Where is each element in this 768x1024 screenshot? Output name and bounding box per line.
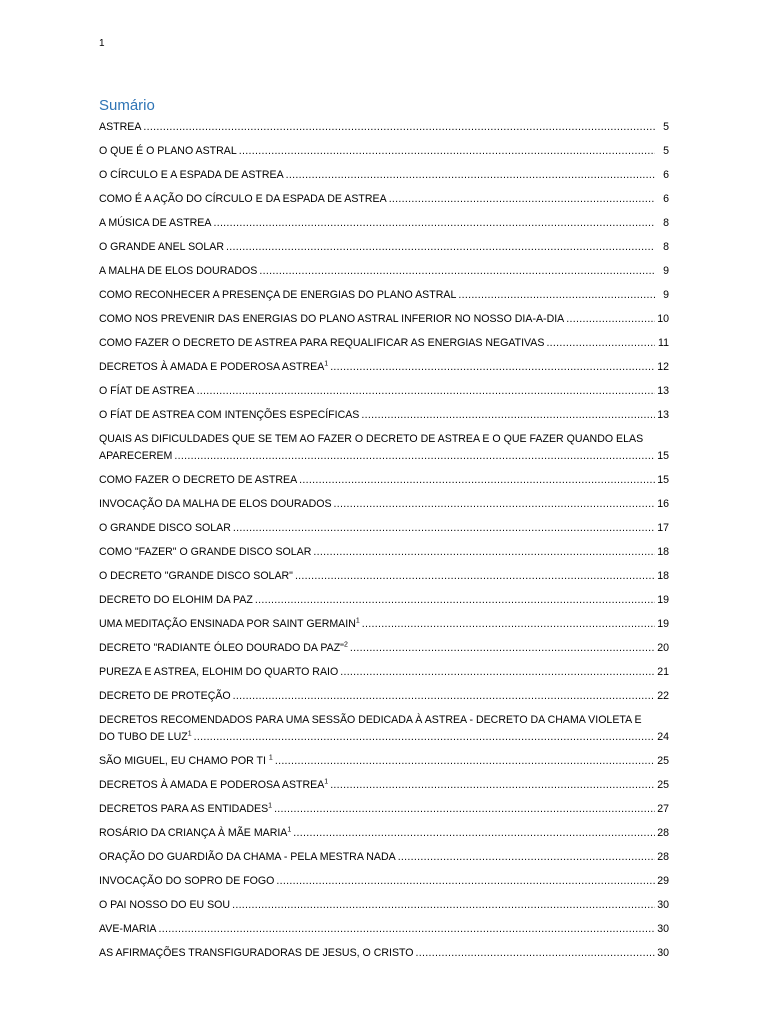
toc-entry[interactable] (99, 119, 669, 136)
toc-entry-title (99, 167, 284, 184)
toc-entry-title-text: O CÍRCULO E A ESPADA DE ASTREA (99, 169, 284, 181)
toc-entry-title (99, 921, 157, 938)
footnote-marker: 1 (324, 360, 329, 368)
toc-entry[interactable] (99, 616, 669, 633)
toc-entry-title (99, 335, 544, 352)
toc-entry-title (99, 753, 273, 770)
toc-entry-title-text: A MALHA DE ELOS DOURADOS (99, 265, 258, 277)
dot-leader (143, 119, 655, 136)
toc-entry-title (99, 729, 192, 746)
dot-leader (213, 215, 655, 232)
toc-entry-title-text: APARECEREM (99, 450, 173, 462)
toc-entry-title-text: SÃO MIGUEL, EU CHAMO POR TI (99, 755, 269, 767)
toc-entry-page-number: 19 (657, 618, 669, 630)
toc-entry-page-number: 30 (657, 899, 669, 911)
toc-entry-title-text: DECRETOS PARA AS ENTIDADES (99, 803, 269, 815)
dot-leader (361, 407, 655, 424)
toc-entry[interactable] (99, 712, 669, 746)
toc-entry-title (99, 592, 253, 609)
toc-entry-page-number: 13 (657, 385, 669, 397)
toc-entry-title-text: COMO FAZER O DECRETO DE ASTREA (99, 474, 298, 486)
toc-entry[interactable] (99, 801, 669, 818)
toc-entry[interactable] (99, 191, 669, 208)
toc-entry[interactable] (99, 520, 669, 537)
toc-entry[interactable] (99, 335, 669, 352)
toc-entry[interactable] (99, 407, 669, 424)
toc-entry-title (99, 119, 141, 136)
toc-entry-title (99, 777, 328, 794)
dot-leader (295, 568, 655, 585)
dot-leader (197, 383, 655, 400)
toc-entry-page-number: 27 (657, 803, 669, 815)
toc-entry-title (99, 825, 291, 842)
toc-entry-title (99, 407, 359, 424)
dot-leader (286, 167, 655, 184)
toc-entry-title (99, 945, 414, 962)
toc-entry[interactable] (99, 263, 669, 280)
toc-entry[interactable] (99, 143, 669, 160)
toc-entry-title (99, 143, 237, 160)
toc-entry-title-text: A MÚSICA DE ASTREA (99, 217, 212, 229)
footnote-marker: 1 (268, 754, 273, 762)
toc-entry[interactable] (99, 897, 669, 914)
toc-entry-title (99, 287, 456, 304)
toc-entry-page-number: 13 (657, 409, 669, 421)
dot-leader (330, 359, 655, 376)
dot-leader (232, 897, 655, 914)
toc-entry[interactable] (99, 239, 669, 256)
toc-entry-title (99, 472, 297, 489)
toc-entry-page-number: 5 (663, 121, 669, 133)
toc-entry-title-text: PUREZA E ASTREA, ELOHIM DO QUARTO RAIO (99, 666, 339, 678)
dot-leader (330, 777, 655, 794)
toc-entry-title-text: O GRANDE DISCO SOLAR (99, 522, 231, 534)
footnote-marker: 1 (324, 778, 329, 786)
toc-entry-title-text: AS AFIRMAÇÕES TRANSFIGURADORAS DE JESUS, O CRISTO (99, 947, 414, 959)
toc-entry-page-number: 18 (657, 570, 669, 582)
dot-leader (159, 921, 656, 938)
toc-entry-title (99, 448, 172, 465)
toc-entry-title-text: ROSÁRIO DA CRIANÇA À MÃE MARIA (99, 827, 288, 839)
dot-leader (334, 496, 655, 513)
toc-entry-page-number: 17 (657, 522, 669, 534)
toc-entry[interactable] (99, 825, 669, 842)
dot-leader (389, 191, 655, 208)
toc-entry-page-number: 10 (657, 313, 669, 325)
toc-entry-title (99, 849, 396, 866)
toc-entry-page-number: 8 (663, 217, 669, 229)
toc-entry-title (99, 568, 293, 585)
toc-entry-title-text: O FÍAT DE ASTREA (99, 385, 195, 397)
toc-entry-title (99, 664, 338, 681)
toc-entry[interactable] (99, 688, 669, 705)
toc-entry-title-text: COMO É A AÇÃO DO CÍRCULO E DA ESPADA DE ASTREA (99, 193, 387, 205)
toc-entry-title (99, 640, 348, 657)
toc-entry-title (99, 311, 564, 328)
toc-entry[interactable] (99, 873, 669, 890)
dot-leader (350, 640, 655, 657)
toc-entry[interactable] (99, 496, 669, 513)
toc-entry-title-text: DECRETOS À AMADA E PODEROSA ASTREA (99, 361, 325, 373)
toc-entry-page-number: 5 (663, 145, 669, 157)
toc-entry-title (99, 263, 257, 280)
dot-leader (416, 945, 655, 962)
toc-entry-page-number: 9 (663, 289, 669, 301)
footnote-marker: 1 (355, 617, 360, 625)
toc-entry-title (99, 544, 311, 561)
toc-entry-title-text: DECRETOS À AMADA E PODEROSA ASTREA (99, 779, 325, 791)
toc-entry-title-text: DECRETO "RADIANTE ÓLEO DOURADO DA PAZ" (99, 642, 344, 654)
page-number: 1 (99, 38, 105, 49)
toc-entry-title (99, 239, 224, 256)
dot-leader (299, 472, 655, 489)
toc-entry-title (99, 383, 195, 400)
toc-entry[interactable] (99, 921, 669, 938)
toc-entry-page-number: 18 (657, 546, 669, 558)
toc-entry-title-text: ORAÇÃO DO GUARDIÃO DA CHAMA - PELA MESTRA NADA (99, 851, 396, 863)
toc-entry[interactable] (99, 359, 669, 376)
toc-entry[interactable] (99, 945, 669, 962)
toc-entry-title-text: COMO FAZER O DECRETO DE ASTREA PARA REQUALIFICAR AS ENERGIAS NEGATIVAS (99, 337, 545, 349)
toc-entry[interactable] (99, 640, 669, 657)
dot-leader (233, 688, 655, 705)
toc-entry[interactable] (99, 383, 669, 400)
dot-leader (233, 520, 655, 537)
footnote-marker: 1 (268, 802, 273, 810)
dot-leader (239, 143, 655, 160)
toc-entry-page-number: 6 (663, 169, 669, 181)
toc-entry[interactable] (99, 215, 669, 232)
dot-leader (275, 753, 655, 770)
dot-leader (340, 664, 655, 681)
toc-entry[interactable] (99, 311, 669, 328)
toc-entry-page-number: 25 (657, 755, 669, 767)
toc-heading: Sumário (99, 97, 155, 114)
toc-entry-title (99, 191, 387, 208)
toc-entry-page-number: 28 (657, 827, 669, 839)
dot-leader (546, 335, 655, 352)
toc-entry[interactable] (99, 777, 669, 794)
toc-entry-title (99, 801, 272, 818)
toc-entry-title-text: INVOCAÇÃO DO SOPRO DE FOGO (99, 875, 275, 887)
toc-entry-page-number: 22 (657, 690, 669, 702)
toc-entry-page-number: 24 (657, 731, 669, 743)
toc-entry-page-number: 28 (657, 851, 669, 863)
toc-entry[interactable] (99, 287, 669, 304)
toc-entry-page-number: 11 (658, 337, 669, 349)
toc-entry-page-number: 21 (657, 666, 669, 678)
dot-leader (276, 873, 655, 890)
dot-leader (458, 287, 655, 304)
toc-entry-title-text: O GRANDE ANEL SOLAR (99, 241, 225, 253)
dot-leader (398, 849, 655, 866)
toc-entry-page-number: 20 (657, 642, 669, 654)
toc-entry-title (99, 359, 328, 376)
toc-entry[interactable] (99, 472, 669, 489)
toc-entry-title-text: ASTREA (99, 121, 142, 133)
dot-leader (226, 239, 655, 256)
toc-entry-title (99, 616, 360, 633)
toc-entry-page-number: 8 (663, 241, 669, 253)
toc-entry-page-number: 30 (657, 947, 669, 959)
toc-entry-page-number: 12 (657, 361, 669, 373)
dot-leader (566, 311, 655, 328)
toc-entry-page-number: 15 (657, 474, 669, 486)
toc-entry-title-text: AVE-MARIA (99, 923, 157, 935)
toc-entry[interactable] (99, 849, 669, 866)
toc-entry-page-number: 30 (657, 923, 669, 935)
dot-leader (194, 729, 655, 746)
toc-entry-page-number: 19 (657, 594, 669, 606)
toc-entry-title-text: COMO NOS PREVENIR DAS ENERGIAS DO PLANO ASTRAL INFERIOR NO NOSSO DIA-A-DIA (99, 313, 565, 325)
dot-leader (274, 801, 655, 818)
toc-entry-title-text: O QUE É O PLANO ASTRAL (99, 145, 237, 157)
toc-entry-page-number: 9 (663, 265, 669, 277)
toc-entry-title (99, 215, 211, 232)
toc-entry-title-text: INVOCAÇÃO DA MALHA DE ELOS DOURADOS (99, 498, 332, 510)
toc-entry-page-number: 29 (657, 875, 669, 887)
toc-list (99, 119, 669, 969)
toc-entry-title-text: O DECRETO "GRANDE DISCO SOLAR" (99, 570, 293, 582)
toc-entry-title-text: COMO "FAZER" O GRANDE DISCO SOLAR (99, 546, 312, 558)
toc-entry-page-number: 6 (663, 193, 669, 205)
dot-leader (313, 544, 655, 561)
toc-entry[interactable] (99, 592, 669, 609)
toc-entry-title (99, 496, 332, 513)
toc-entry-title-text: UMA MEDITAÇÃO ENSINADA POR SAINT GERMAIN (99, 618, 356, 630)
toc-entry-title (99, 873, 274, 890)
footnote-marker: 2 (343, 641, 348, 649)
toc-entry-title (99, 897, 230, 914)
toc-entry-title (99, 520, 231, 537)
toc-entry-title-text: DECRETO DE PROTEÇÃO (99, 690, 231, 702)
dot-leader (259, 263, 655, 280)
toc-entry-title-first-line: QUAIS AS DIFICULDADES QUE SE TEM AO FAZER O DECRETO DE ASTREA E O QUE FAZER QUANDO ELAS (99, 433, 644, 445)
toc-entry-page-number: 15 (657, 450, 669, 462)
dot-leader (174, 448, 655, 465)
toc-entry-page-number: 25 (657, 779, 669, 791)
toc-entry-title-text: DECRETO DO ELOHIM DA PAZ (99, 594, 253, 606)
dot-leader (293, 825, 655, 842)
toc-entry[interactable] (99, 664, 669, 681)
toc-entry[interactable] (99, 568, 669, 585)
toc-entry-title-text: O PAI NOSSO DO EU SOU (99, 899, 231, 911)
toc-entry[interactable] (99, 167, 669, 184)
toc-entry[interactable] (99, 431, 669, 465)
toc-entry[interactable] (99, 544, 669, 561)
dot-leader (255, 592, 655, 609)
toc-entry-title-first-line: DECRETOS RECOMENDADOS PARA UMA SESSÃO DEDICADA À ASTREA - DECRETO DA CHAMA VIOLETA E (99, 714, 642, 726)
toc-entry-title-text: DO TUBO DE LUZ (99, 731, 188, 743)
toc-entry-title-text: O FÍAT DE ASTREA COM INTENÇÕES ESPECÍFICAS (99, 409, 360, 421)
dot-leader (362, 616, 655, 633)
toc-entry-page-number: 16 (657, 498, 669, 510)
toc-entry-title-text: COMO RECONHECER A PRESENÇA DE ENERGIAS DO PLANO ASTRAL (99, 289, 457, 301)
footnote-marker: 1 (287, 826, 292, 834)
toc-entry[interactable] (99, 753, 669, 770)
toc-entry-title (99, 688, 231, 705)
footnote-marker: 1 (187, 730, 192, 738)
